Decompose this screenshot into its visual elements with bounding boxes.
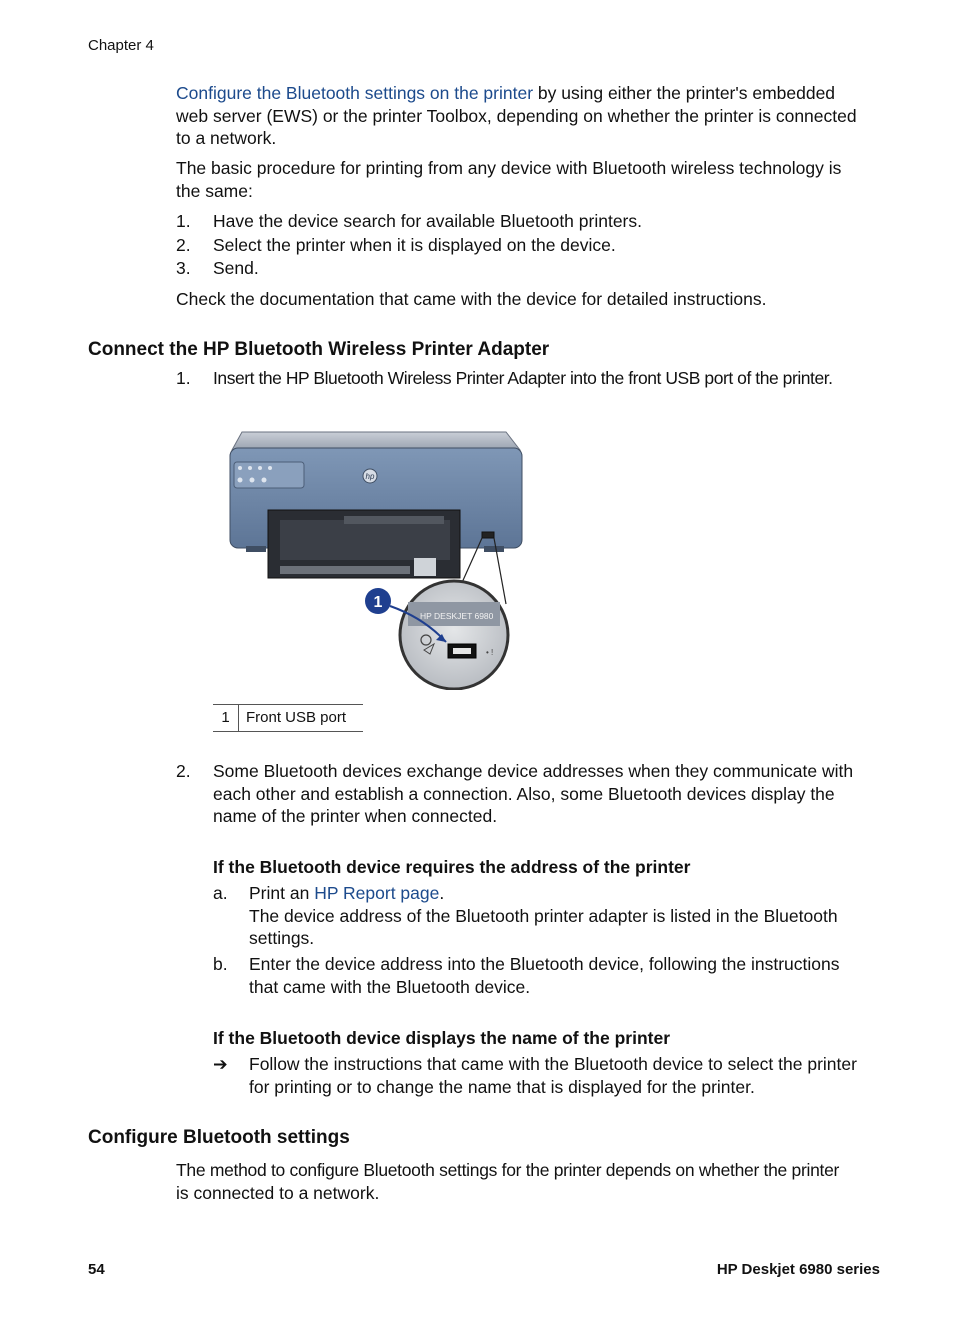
step-text <box>213 760 903 828</box>
product-name: HP Deskjet 6980 series <box>716 1261 880 1278</box>
item-line: that came with the Bluetooth device. <box>249 976 531 997</box>
intro-line: web server (EWS) or the printer Toolbox, depending on whether the printer is connected <box>176 105 857 126</box>
item-text <box>249 1053 899 1098</box>
chapter-label: Chapter 4 <box>88 37 154 54</box>
list-item <box>176 210 642 233</box>
paragraph-line: The method to configure Bluetooth settings for the printer depends on whether the printer <box>176 1160 840 1180</box>
list-item <box>176 257 259 280</box>
item-label: b. <box>213 954 228 974</box>
item-text <box>249 882 899 950</box>
step-number: 2. <box>176 235 191 255</box>
list-item <box>176 367 896 390</box>
procedure-paragraph <box>176 157 896 202</box>
callout-label: Front USB port <box>246 709 347 726</box>
list-item <box>176 234 616 257</box>
callout-number: 1 <box>213 705 239 731</box>
section-heading-configure: Configure Bluetooth settings <box>88 1127 350 1148</box>
step-line: Some Bluetooth devices exchange device addresses when they communicate with <box>213 761 854 781</box>
step-number: 1. <box>176 368 191 388</box>
hp-report-page-link[interactable]: HP Report page <box>314 883 440 903</box>
text-suffix: . <box>439 883 445 903</box>
text-prefix: Print an <box>249 883 315 903</box>
step-text: Select the printer when it is displayed on the device. <box>213 235 616 255</box>
procedure-line: the same: <box>176 180 253 201</box>
item-text <box>249 953 899 998</box>
callout-table <box>213 704 363 732</box>
step-line: each other and establish a connection. Also, some Bluetooth devices display the <box>213 783 835 804</box>
intro-paragraph <box>176 82 896 150</box>
configure-paragraph <box>176 1159 896 1204</box>
port-mark: • ! <box>486 648 494 657</box>
subheading-address: If the Bluetooth device requires the address of the printer <box>213 857 691 877</box>
step-text: Insert the HP Bluetooth Wireless Printer Adapter into the front USB port of the printer. <box>213 368 833 388</box>
item-line: settings. <box>249 928 315 948</box>
page-number: 54 <box>88 1261 105 1278</box>
list-item <box>213 882 228 905</box>
item-line: Enter the device address into the Bluetooth device, following the instructions <box>249 954 840 974</box>
check-paragraph: Check the documentation that came with the device for detailed instructions. <box>176 289 767 309</box>
intro-text: by using either the printer's embedded <box>533 83 836 103</box>
item-label: a. <box>213 883 228 903</box>
paragraph-line: is connected to a network. <box>176 1182 380 1203</box>
item-line: The device address of the Bluetooth printer adapter is listed in the Bluetooth <box>249 905 838 926</box>
list-item <box>213 953 228 976</box>
callout-badge: 1 <box>373 594 383 611</box>
hp-logo: hp <box>365 472 375 481</box>
step-number: 1. <box>176 211 191 231</box>
subheading-name: If the Bluetooth device displays the name of the printer <box>213 1028 671 1048</box>
step-text: Send. <box>213 258 259 278</box>
step-number: 3. <box>176 258 191 278</box>
configure-bluetooth-link[interactable]: Configure the Bluetooth settings on the printer <box>176 83 534 103</box>
procedure-line: The basic procedure for printing from any device with Bluetooth wireless technology is <box>176 158 842 178</box>
item-line: Follow the instructions that came with the Bluetooth device to select the printer <box>249 1054 857 1074</box>
intro-line: to a network. <box>176 128 277 148</box>
printer-illustration <box>224 428 526 690</box>
zoom-model-label: HP DESKJET 6980 <box>420 611 494 621</box>
arrow-icon: ➔ <box>213 1054 228 1074</box>
step-number: 2. <box>176 761 191 781</box>
item-line: for printing or to change the name that is displayed for the printer. <box>249 1076 755 1097</box>
list-item <box>176 760 896 826</box>
section-heading-connect: Connect the HP Bluetooth Wireless Printer Adapter <box>88 339 550 360</box>
step-text: Have the device search for available Bluetooth printers. <box>213 211 642 231</box>
step-line: name of the printer when connected. <box>213 806 498 826</box>
